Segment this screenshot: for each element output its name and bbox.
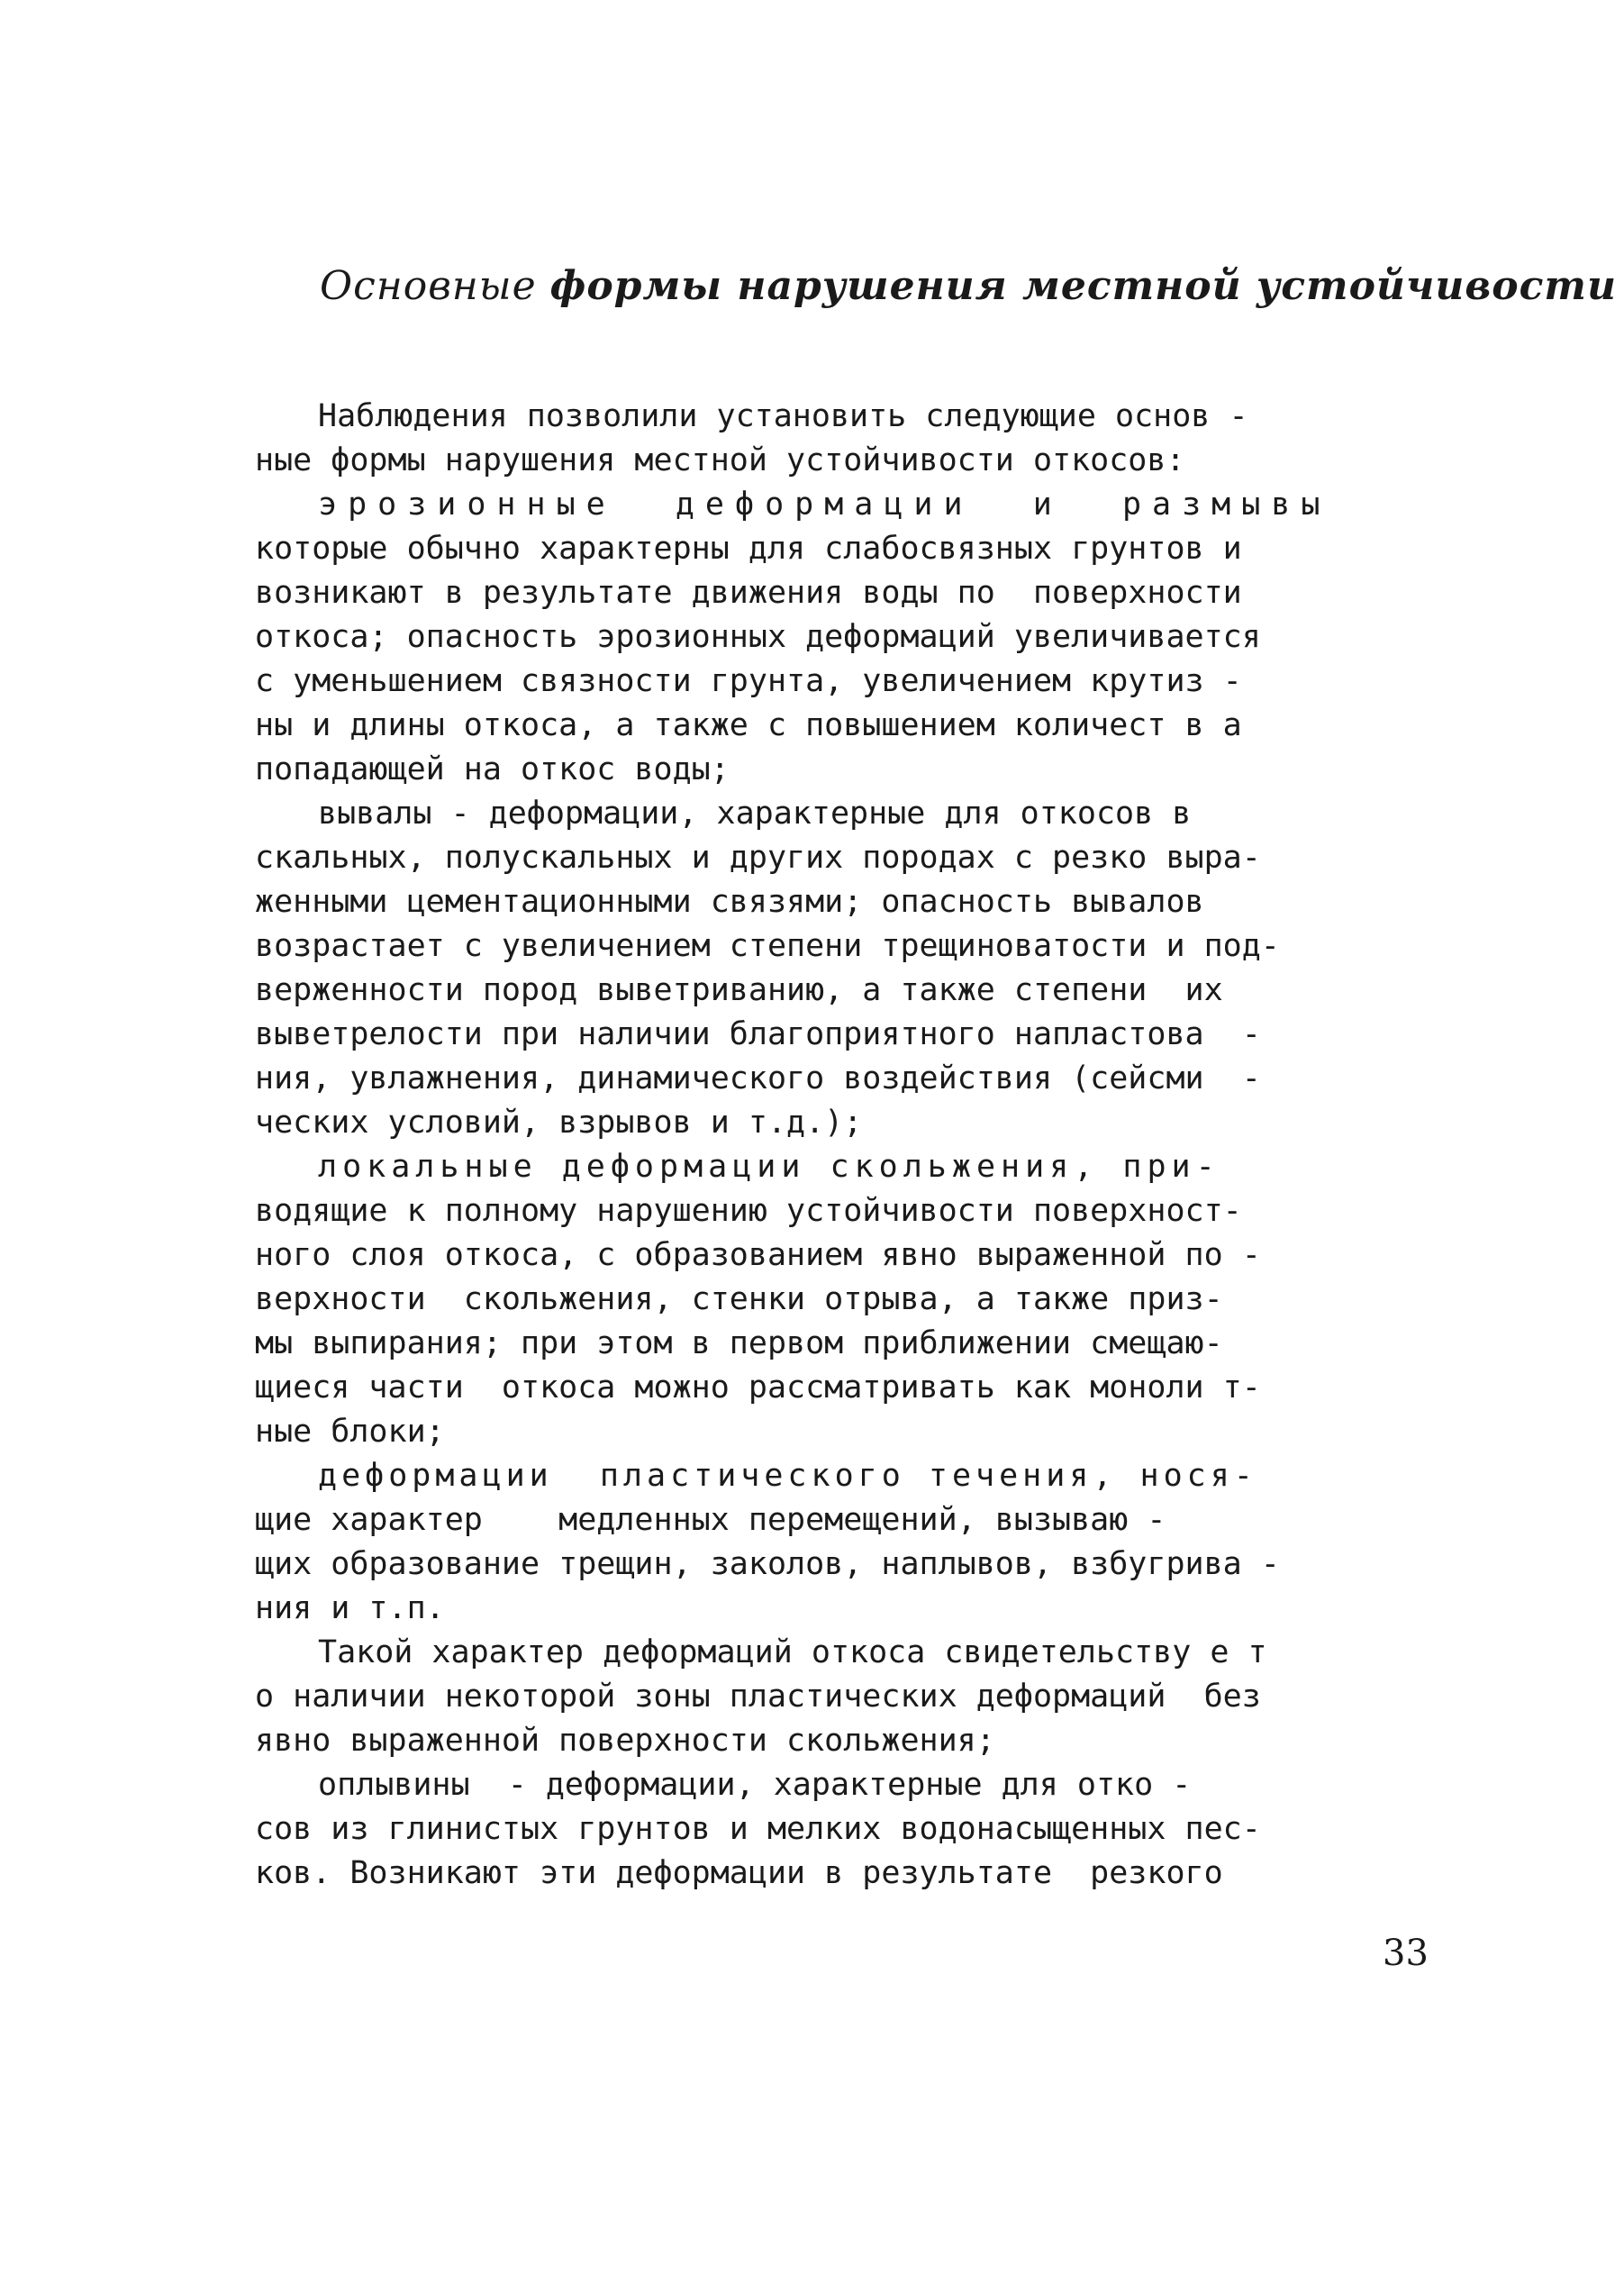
text-line: которые обычно характерны для слабосвязных грунтов и <box>255 531 1242 567</box>
text-line: деформации пластического течения, нося- <box>318 1458 1257 1494</box>
text-line: откоса; опасность эрозионных деформаций увеличивается <box>255 619 1261 655</box>
text-line: локальные деформации скольжения, при- <box>318 1149 1220 1185</box>
text-line: о наличии некоторой зоны пластических деформаций без <box>255 1679 1261 1715</box>
text-line: щиеся части откоса можно рассматривать как моноли т- <box>255 1369 1261 1406</box>
text-line: вывалы - деформации, характерные для откосов в <box>318 796 1192 832</box>
text-line: Такой характер деформаций откоса свидетельству е т <box>318 1634 1267 1670</box>
text-line: попадающей на откос воды; <box>255 751 730 787</box>
text-line: ные блоки; <box>255 1414 445 1450</box>
text-line: мы выпирания; при этом в первом приближении смещаю- <box>255 1325 1223 1361</box>
text-line: эрозионные деформации и размывы <box>318 487 1331 523</box>
text-line: с уменьшением связности грунта, увеличением крутиз - <box>255 663 1242 699</box>
text-line: женными цементационными связями; опасность вывалов <box>255 884 1204 920</box>
text-line: щих образование трещин, заколов, наплывов, взбугрива - <box>255 1546 1280 1582</box>
text-line: ния и т.п. <box>255 1590 445 1626</box>
text-line: ные формы нарушения местной устойчивости откосов: <box>255 442 1185 478</box>
text-line: сов из глинистых грунтов и мелких водонасыщенных пес- <box>255 1811 1261 1847</box>
section-heading <box>320 263 1617 309</box>
text-line: водящие к полному нарушению устойчивости поверхност- <box>255 1193 1242 1229</box>
text-line: ков. Возникают эти деформации в результате резкого <box>255 1855 1223 1891</box>
text-line: верхности скольжения, стенки отрыва, а также приз- <box>255 1281 1223 1317</box>
text-line: возрастает с увеличением степени трещиноватости и под- <box>255 928 1280 964</box>
text-line: ния, увлажнения, динамического воздействия (сейсми - <box>255 1060 1261 1096</box>
heading-rest: формы нарушения местной устойчивости <box>549 263 1617 309</box>
text-line: явно выраженной поверхности скольжения; <box>255 1723 995 1759</box>
text-line: ны и длины откоса, а также с повышением количест в а <box>255 707 1242 743</box>
page-number: 33 <box>1383 1933 1429 1974</box>
text-line: ческих условий, взрывов и т.д.); <box>255 1105 863 1141</box>
text-line: щие характер медленных перемещений, вызываю - <box>255 1502 1166 1538</box>
text-line: ного слоя откоса, с образованием явно выраженной по - <box>255 1237 1261 1273</box>
text-line: оплывины - деформации, характерные для отко - <box>318 1767 1192 1803</box>
text-line: выветрелости при наличии благоприятного напластова - <box>255 1016 1261 1052</box>
text-line: скальных, полускальных и других породах с резко выра- <box>255 840 1261 876</box>
text-line: верженности пород выветриванию, а также степени их <box>255 972 1223 1008</box>
text-line: Наблюдения позволили установить следующие основ - <box>318 398 1248 434</box>
text-line: возникают в результате движения воды по поверхности <box>255 575 1242 611</box>
heading-first-word: Основные <box>320 263 537 309</box>
body-text <box>255 395 1426 1896</box>
